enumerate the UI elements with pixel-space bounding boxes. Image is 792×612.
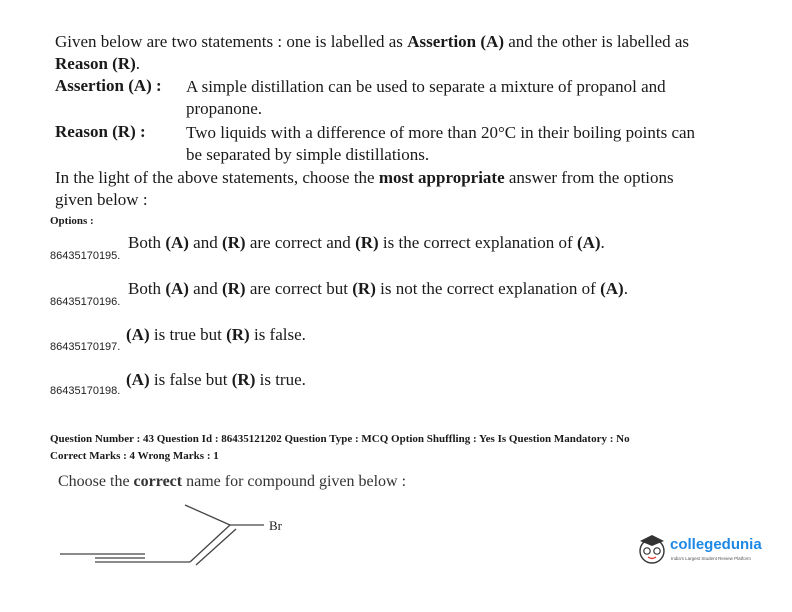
- intro-paragraph: Given below are two statements : one is labelled as Assertion (A) and the other is labelled as Reason (R).: [55, 32, 690, 73]
- option-id: 86435170196.: [50, 296, 121, 308]
- chemical-structure: [50, 495, 300, 575]
- option-text[interactable]: (A) is true but (R) is false.: [126, 325, 306, 344]
- marks-line: Correct Marks : 4 Wrong Marks : 1: [50, 450, 219, 462]
- skeletal-bonds: [60, 505, 264, 565]
- reason-text: Two liquids with a difference of more than 20°C in their boiling points can be separated by simple distillations.: [186, 123, 696, 164]
- next-question-text: Choose the correct name for compound given below :: [58, 473, 407, 490]
- mascot-icon: [636, 533, 668, 565]
- reason-label: Reason (R) :: [55, 122, 146, 141]
- substituent-label: Br: [269, 518, 282, 533]
- collegedunia-logo: [636, 531, 760, 573]
- option-id: 86435170197.: [50, 341, 121, 353]
- option-id: 86435170195.: [50, 250, 121, 262]
- instruction-paragraph: In the light of the above statements, choose the most appropriate answer from the options given below :: [55, 168, 674, 209]
- brand-tagline: India's Largest Student Review Platform: [671, 556, 751, 561]
- question-meta-line: Question Number : 43 Question Id : 86435121202 Question Type : MCQ Option Shuffling : Yes Is Question Mandatory : No: [50, 433, 630, 445]
- options-label: Options :: [50, 215, 94, 227]
- option-id: 86435170198.: [50, 385, 121, 397]
- assertion-label: Assertion (A) :: [55, 76, 162, 95]
- option-text[interactable]: Both (A) and (R) are correct and (R) is the correct explanation of (A).: [128, 233, 605, 252]
- assertion-text: A simple distillation can be used to separate a mixture of propanol and propanone.: [186, 77, 666, 118]
- brand-name: collegedunia: [670, 536, 762, 553]
- option-text[interactable]: Both (A) and (R) are correct but (R) is not the correct explanation of (A).: [128, 279, 628, 298]
- option-text[interactable]: (A) is false but (R) is true.: [126, 370, 306, 389]
